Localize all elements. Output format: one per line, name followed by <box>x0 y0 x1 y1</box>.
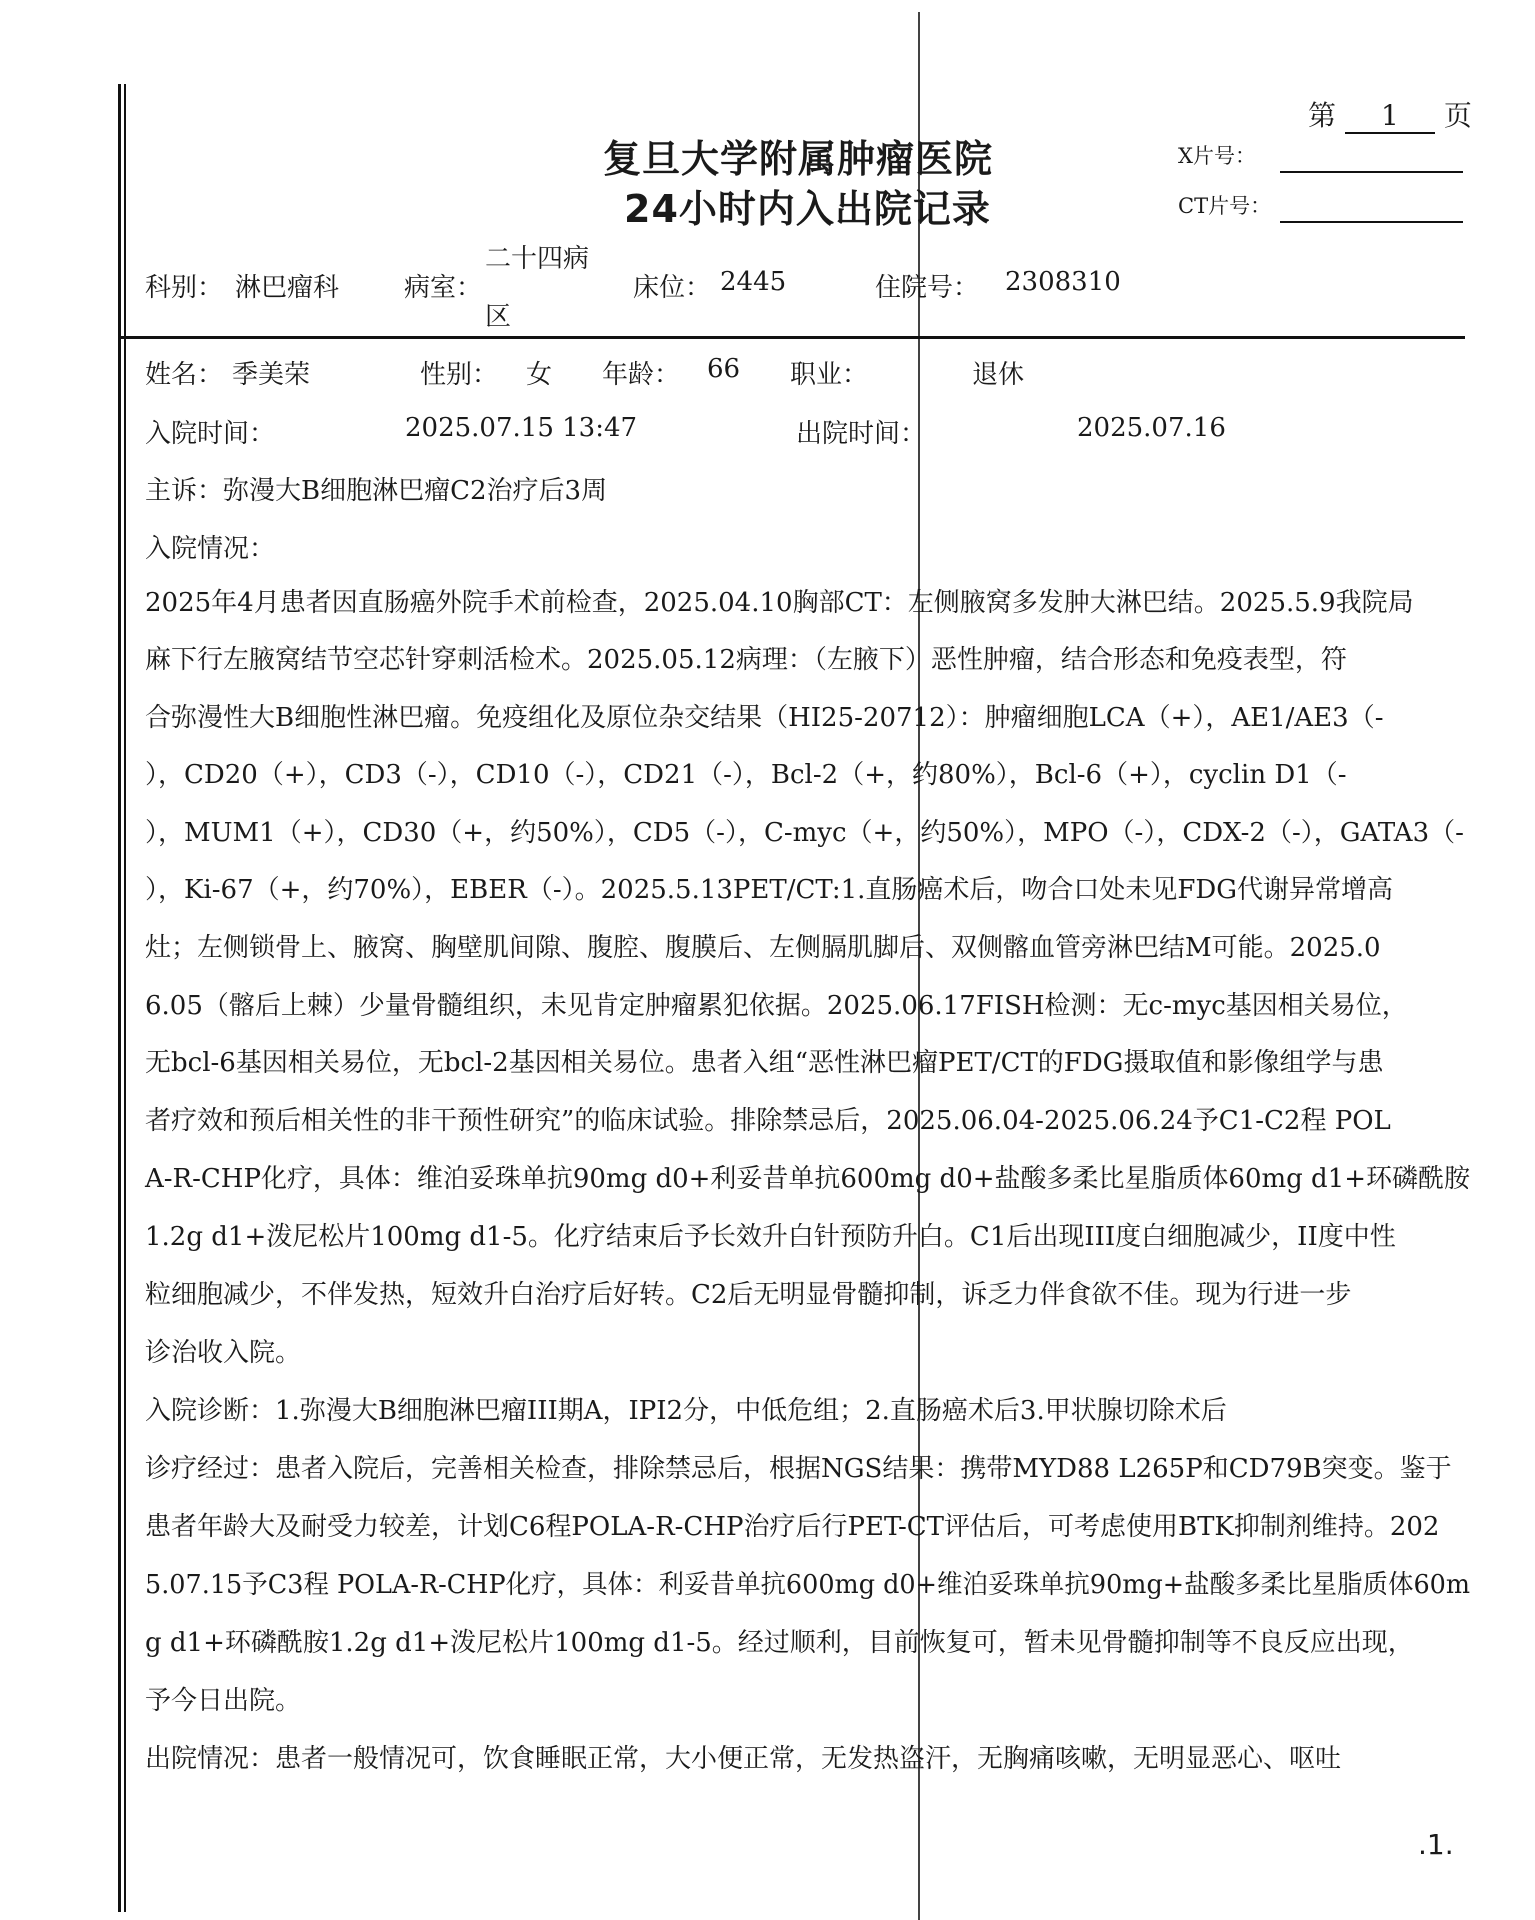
treatment-line: 5.07.15予C3程 POLA-R-CHP化疗，具体：利妥昔单抗600mg d0+维泊妥珠单抗90mg+盐酸多柔比星脂质体60m <box>145 1570 1471 1600</box>
treatment-label: 诊疗经过： <box>145 1454 276 1484</box>
treatment-line: 予今日出院。 <box>145 1686 302 1716</box>
sex-label: 性别： <box>420 360 499 390</box>
age-value: 66 <box>707 354 741 384</box>
age-label: 年龄： <box>602 360 681 390</box>
admission-status-line: A-R-CHP化疗，具体：维泊妥珠单抗90mg d0+利妥昔单抗600mg d0+盐酸多柔比星脂质体60mg d1+环磷酰胺 <box>145 1164 1470 1194</box>
admission-status-line: 无bcl-6基因相关易位，无bcl-2基因相关易位。患者入组“恶性淋巴瘤PET/CT的FDG摄取值和影像组学与患 <box>145 1048 1384 1078</box>
ct-label: CT片号： <box>1178 194 1272 218</box>
header-rule <box>118 336 1465 339</box>
occupation-value: 退休 <box>972 360 1025 390</box>
name-value: 季美荣 <box>232 360 311 390</box>
ward-value-line1: 二十四病 <box>485 244 590 274</box>
admission-status-line: ），MUM1（+），CD30（+，约50%），CD5（-），C-myc（+，约50%），MPO（-），CDX-2（-），GATA3（- <box>145 818 1464 848</box>
admission-no-value: 2308310 <box>1005 267 1121 297</box>
admission-status-line: ），CD20（+），CD3（-），CD10（-），CD21（-），Bcl-2（+，约80%），Bcl-6（+），cyclin D1（- <box>145 760 1347 790</box>
xray-label: X片号： <box>1178 144 1256 168</box>
treatment-line: 患者入院后，完善相关检查，排除禁忌后，根据NGS结果：携带MYD88 L265P和CD79B突变。鉴于 <box>275 1454 1452 1484</box>
admission-status-line: 1.2g d1+泼尼松片100mg d1-5。化疗结束后予长效升白针预防升白。C1后出现III度白细胞减少，II度中性 <box>145 1222 1396 1252</box>
record-title: 24小时内入出院记录 <box>624 187 991 231</box>
admission-diagnosis-value: 1.弥漫大B细胞淋巴瘤III期A，IPI2分，中低危组；2.直肠癌术后3.甲状腺切除术后 <box>275 1396 1227 1426</box>
discharge-time-label: 出院时间： <box>796 419 927 449</box>
chief-complaint-label: 主诉： <box>145 476 224 506</box>
hospital-name: 复旦大学附属肿瘤医院 <box>603 137 994 181</box>
admit-time-label: 入院时间： <box>145 419 276 449</box>
bed-value: 2445 <box>720 267 787 297</box>
admission-status-line: 6.05（髂后上棘）少量骨髓组织，未见肯定肿瘤累犯依据。2025.06.17FISH检测：无c-myc基因相关易位， <box>145 991 1408 1021</box>
admission-status-line: 诊治收入院。 <box>145 1338 302 1368</box>
discharge-time-value: 2025.07.16 <box>1077 413 1226 443</box>
xray-underline <box>1280 171 1463 173</box>
discharge-status-label: 出院情况： <box>145 1744 276 1774</box>
department-value: 淋巴瘤科 <box>235 273 340 303</box>
discharge-status <box>145 1744 1341 1774</box>
treatment-line: g d1+环磷酰胺1.2g d1+泼尼松片100mg d1-5。经过顺利，目前恢复可，暂未见骨髓抑制等不良反应出现， <box>145 1628 1414 1658</box>
admission-status-line: 粒细胞减少，不伴发热，短效升白治疗后好转。C2后无明显骨髓抑制，诉乏力伴食欲不佳。现为行进一步 <box>145 1280 1352 1310</box>
admission-no-label: 住院号： <box>875 273 980 303</box>
left-border-outer <box>118 84 121 1912</box>
left-border-inner <box>124 84 126 1912</box>
page-value: 1 <box>1345 99 1435 134</box>
chief-complaint <box>145 470 607 507</box>
occupation-label: 职业： <box>790 360 869 390</box>
page-suffix: 页 <box>1443 99 1472 132</box>
admit-time-value: 2025.07.15 13:47 <box>405 413 638 443</box>
admission-status-line: 2025年4月患者因直肠癌外院手术前检查，2025.04.10胸部CT：左侧腋窝多发肿大淋巴结。2025.5.9我院局 <box>145 588 1414 618</box>
admission-diagnosis-label: 入院诊断： <box>145 1396 276 1426</box>
admission-status-line: 合弥漫性大B细胞性淋巴瘤。免疫组化及原位杂交结果（HI25-20712）：肿瘤细胞LCA（+），AE1/AE3（- <box>145 703 1384 733</box>
admission-status-line: 者疗效和预后相关性的非干预性研究”的临床试验。排除禁忌后，2025.06.04-2025.06.24予C1-C2程 POL <box>145 1106 1391 1136</box>
ward-value-line2: 区 <box>485 302 512 332</box>
ct-underline <box>1280 221 1463 223</box>
treatment-first-line <box>145 1454 1452 1484</box>
admission-status-label: 入院情况： <box>145 534 276 564</box>
footer-page-mark: .1. <box>1418 1828 1454 1861</box>
admission-diagnosis <box>145 1396 1227 1426</box>
bed-label: 床位： <box>633 273 712 303</box>
department-label: 科别： <box>145 273 224 303</box>
admission-status-line: ），Ki-67（+，约70%），EBER（-）。2025.5.13PET/CT:1.直肠癌术后，吻合口处未见FDG代谢异常增高 <box>145 875 1394 905</box>
name-label: 姓名： <box>145 360 224 390</box>
admission-status-line: 麻下行左腋窝结节空芯针穿刺活检术。2025.05.12病理：（左腋下）恶性肿瘤，结合形态和免疫表型，符 <box>145 645 1347 675</box>
sex-value: 女 <box>526 360 553 390</box>
treatment-line: 患者年龄大及耐受力较差，计划C6程POLA-R-CHP治疗后行PET-CT评估后，可考虑使用BTK抑制剂维持。202 <box>145 1512 1440 1542</box>
page-prefix: 第 <box>1308 99 1337 132</box>
admission-status-line: 灶；左侧锁骨上、腋窝、胸壁肌间隙、腹腔、腹膜后、左侧膈肌脚后、双侧髂血管旁淋巴结M可能。2025.0 <box>145 933 1381 963</box>
discharge-status-value: 患者一般情况可，饮食睡眠正常，大小便正常，无发热盗汗，无胸痛咳嗽，无明显恶心、呕吐 <box>275 1744 1342 1774</box>
ward-label: 病室： <box>404 273 483 303</box>
page-number <box>1308 94 1472 134</box>
chief-complaint-value: 弥漫大B细胞淋巴瘤C2治疗后3周 <box>223 476 608 506</box>
